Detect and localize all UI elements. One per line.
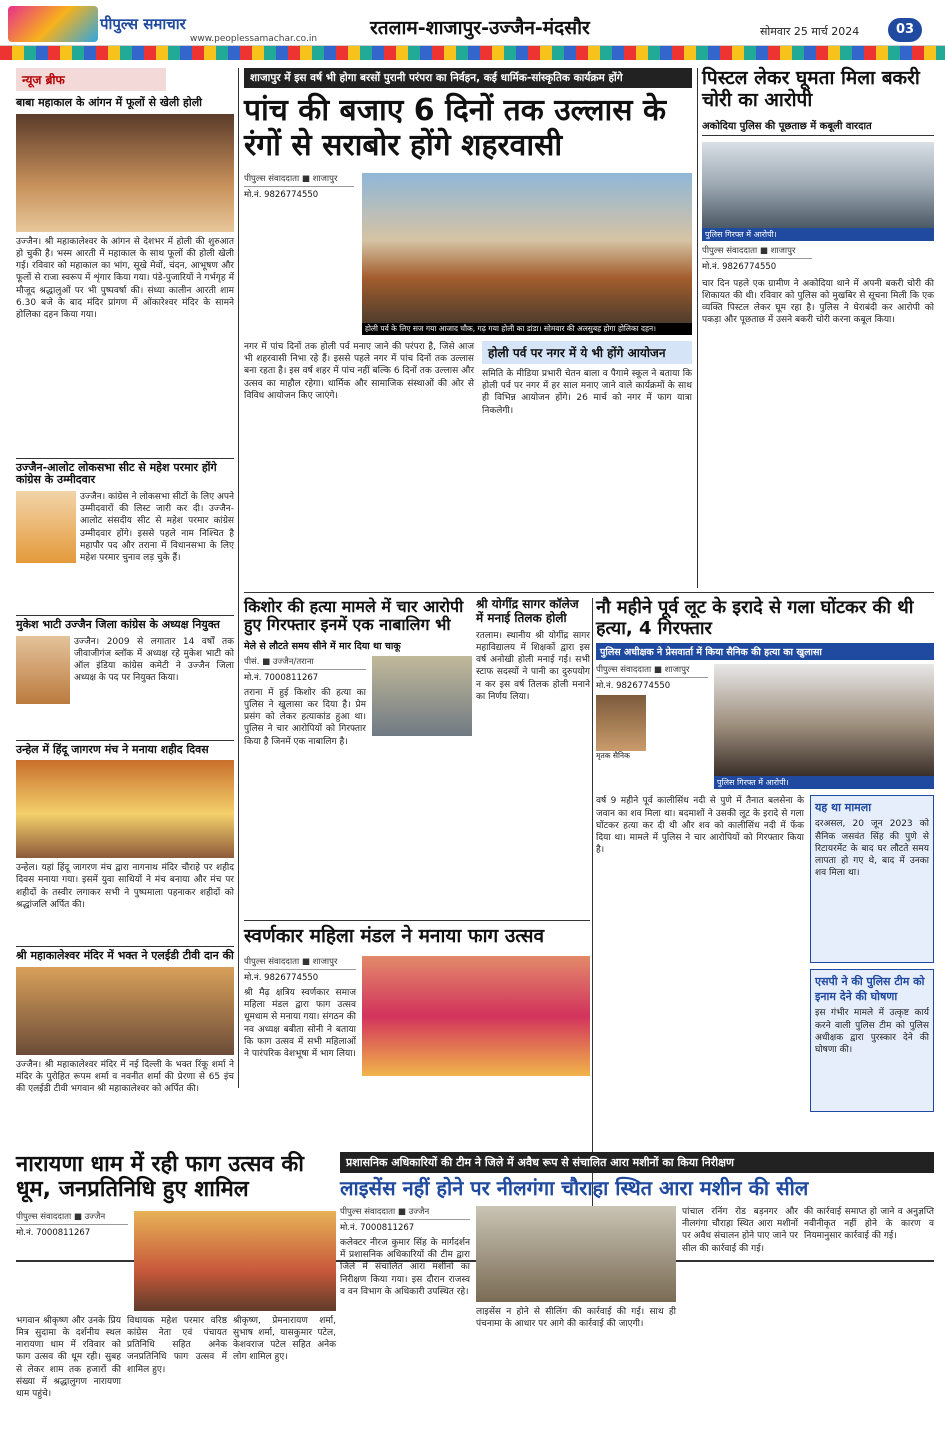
mugshot-caption: मृतक सैनिक [596,751,630,761]
pistol-headline: पिस्टल लेकर घूमता मिला बकरी चोरी का आरोपी [702,67,920,111]
aara-body: की कार्रवाई समाप्त हो जाने व अनुज्ञप्ति नवीनीकृत नहीं होने के कारण व नियमानुसार कार्रवाई की गई। [804,1207,934,1242]
issue-date: सोमवार 25 मार्च 2024 [760,25,860,38]
swarnkar-phone: मो.नं. 9826774550 [244,972,319,983]
photo-caption: पुलिस गिरफ्त में आरोपी। [714,776,934,789]
mahakal-holi-photo [16,114,234,232]
press-conference-photo [714,664,934,776]
lead-byline: पीपुल्स संवाददाता ■ शाजापुर [244,173,354,187]
sub-story-title: होली पर्व पर नगर में ये भी होंगे आयोजन [482,341,692,364]
column-divider [697,68,698,588]
festive-border [0,46,945,60]
kishor-body: तराना में हुई किशोर की हत्या का पुलिस ने खुलासा कर दिया है। प्रेम प्रसंग को लेकर हत्याकांड हुआ था। पुलिस ने चार आरोपियों को गिरफ्तार किया है जिनमें एक नाबालिग है। [244,687,366,747]
story-title: उज्जैन-आलोट लोकसभा सीट से महेश परमार होंगे कांग्रेस के उम्मीदवार [16,458,234,487]
pistol-byline: पीपुल्स संवाददाता ■ शाजापुर [702,245,812,259]
kishor-police-photo [372,656,472,736]
mukesh-bhati-photo [16,636,70,704]
pistol-body: चार दिन पहले एक ग्रामीण ने अकोदिया थाने में अपनी बकरी चोरी की शिकायत की थी। रविवार को पुलिस को मुखबिर से सूचना मिली कि एक व्यक्ति पिस्टल लेकर घूम रहा है। पुलिस ने घेराबंदी कर आरोपी को पकड़ा और पूछताछ में उसने बकरी चोरी करना कबूल किया। [702,278,934,326]
row-divider [244,592,934,593]
lead-body: नगर में पांच दिनों तक होली पर्व मनाए जाने की परंपरा है, जिसे आज भी शहरवासी निभा रहे हैं। इससे पहले नगर में पांच दिनों तक उल्लास बना रहता है। इस वर्ष शहर में पांच नहीं बल्कि 6 दिनों तक उल्लास और उत्सव का माहौल रहेगा। धार्मिक और सामाजिक संस्थाओं की ओर से विविध आयोजन किए जाएंगे। [244,342,474,401]
box-title: यह था मामला [815,801,872,815]
fag-utsav-photo [362,956,590,1076]
aara-byline: पीपुल्स संवाददाता ■ उज्जैन [340,1206,470,1220]
pistol-phone: मो.नं. 9826774550 [702,261,777,272]
aara-body: लाइसेंस न होने से सीलिंग की कार्रवाई की गई। साथ ही पंचनामा के आधार पर आगे की कार्रवाई की जाएगी। [476,1307,676,1330]
story-body: उज्जैन। कांग्रेस ने लोकसभा सीटों के लिए अपने उम्मीदवारों की लिस्ट जारी कर दी। उज्जैन-आलोट संसदीय सीट से महेश परमार कांग्रेस उम्मीदवार होंगे। इससे पहले नाम निश्चित है महापौर पद और तराना में विधानसभा के लिए महेश परमार चुनाव लड़ चुके हैं। [80,491,234,564]
soldier-mugshot [596,695,646,751]
swarnkar-byline: पीपुल्स संवाददाता ■ शाजापुर [244,956,356,970]
column-divider [238,68,239,1088]
narayan-body: भगवान श्रीकृष्ण और उनके प्रिय मित्र सुदामा के दर्शनीय स्थल नारायणा धाम में रविवार को फाग उत्सव की धूम रही। सुबह से लेकर शाम तक हजारों की संख्या में श्रद्धालुगण नारायणा धाम पहुंचे। [16,1315,121,1399]
narayan-body: श्रीकृष्ण, प्रेमनारायण शर्मा, सुभाष शर्मा, यासकुमार पटेल, केशवराज पटेल सहित अनेक लोग शामिल हुए। [233,1315,336,1363]
aara-body: कलेक्टर नीरज कुमार सिंह के मार्गदर्शन में प्रशासनिक अधिकारियों की टीम द्वारा जिले में संचालित आरा मशीनों का निरीक्षण किया गया। इस दौरान राजस्व व वन विभाग के अधिकारी उपस्थित रहे। [340,1238,470,1297]
photo-caption: पुलिस गिरफ्त में आरोपी। [702,228,934,241]
kishor-story [244,598,472,916]
ghontkar-body: वर्ष 9 महीने पूर्व कालीसिंध नदी से पुणे में तैनात बलसेना के जवान का शव मिला था। बदमाशों ने उसकी लूट के इरादे से गला घोंटकर हत्या कर दी थी और शव को कालीसिंध नदी में फेंक दिया था। मामले में पुलिस ने चार आरोपियों को गिरफ्तार किया है। [596,796,804,856]
aara-kicker: प्रशासनिक अधिकारियों की टीम ने जिले में अवैध रूप से संचालित आरा मशीनों का किया निरीक्षण [340,1152,934,1173]
narayan-byline: पीपुल्स संवाददाता ■ उज्जैन [16,1211,128,1225]
lead-headline: पांच की बजाए 6 दिनों तक उल्लास के रंगों से सराबोर होंगे शहरवासी [244,93,667,163]
aara-body: पांचाल रनिंग रोड बड़नगर और नीलगंगा चौराहा स्थित आरा मशीनों पर अवैध संचालन होने पाए जाने पर सील की कार्रवाई की गई। [682,1207,798,1254]
kishor-byline: पीसं. ■ उज्जैन/तराना [244,656,366,670]
story-body: उन्हेल। यहां हिंदू जागरण मंच द्वारा नागनाथ मंदिर चौराहे पर शहीद दिवस मनाया गया। इसमें युवा साथियों ने मंच बनाया और मंच पर शहीदों के तस्वीर लगाकर सभी ने पुष्पमाला पहनाकर शहीदों को श्रद्धांजलि अर्पित की। [16,863,234,910]
ghontkar-kicker: पुलिस अधीक्षक ने प्रेसवार्ता में किया सैनिक की हत्या का खुलासा [596,643,934,660]
shahid-diwas-photo [16,760,234,858]
left-column [16,68,234,1095]
box-body: इस गंभीर मामले में उत्कृष्ट कार्य करने वाली पुलिस टीम को पुलिस अधीक्षक द्वारा पुरस्कार देने की घोषणा की। [815,1008,929,1056]
edition-title: रतलाम-शाजापुर-उज्जैन-मंदसौर [370,17,590,39]
box-body: दरअसल, 20 जून 2023 को सैनिक जसवंत सिंह की पुणे से रिटायरमेंट के बाद घर लौटते समय लापता हो गए थे, बाद में उनका शव मिला था। [815,819,929,879]
mahesh-parmar-photo [16,491,76,563]
yogindra-headline: श्री योगींद्र सागर कॉलेज में मनाई तिलक होली [476,597,579,625]
led-donation-photo [16,967,234,1055]
newspaper-logo [8,6,98,42]
ghontkar-phone: मो.नं. 9826774550 [596,681,671,692]
lead-phone: मो.नं. 9826774550 [244,190,319,200]
story-title: मुकेश भाटी उज्जैन जिला कांग्रेस के अध्यक्ष नियुक्त [16,615,234,632]
narayan-body: विधायक महेश परमार वरिष्ठ कांग्रेस नेता एवं पंचायत प्रतिनिधि सहित अनेक जनप्रतिनिधि फाग उत्सव में शामिल हुए। [127,1315,227,1375]
aara-story [340,1152,934,1442]
ghontkar-headline: नौ महीने पूर्व लूट के इरादे से गला घोंटकर की थी हत्या, 4 गिरफ्तार [596,597,914,639]
saw-mill-photo [476,1206,676,1302]
accused-photo [702,142,934,228]
pistol-story [702,68,934,588]
pistol-kicker: अकोदिया पुलिस की पूछताछ में कबूली वारदात [702,118,934,136]
brand-name: पीपुल्स समाचार [100,15,186,33]
swarnkar-headline: स्वर्णकार महिला मंडल ने मनाया फाग उत्सव [244,925,545,947]
swarnkar-body: श्री मैढ़ क्षत्रिय स्वर्णकार समाज महिला मंडल द्वारा फाग उत्सव धूमधाम से मनाया गया। संगठन की नव अध्यक्ष बबीता सोनी ने बताया कि फाग उत्सव में सभी महिलाओं ने पारंपरिक वेशभूषा में भाग लिया। [244,987,356,1060]
photo-caption: होली पर्व के लिए सज गया आजाद चौक, गढ़ गया होली का डांडा। सोमवार की अलसुबह होगा होलिका दहन। [362,323,692,335]
aara-phone: मो.नं. 7000811267 [340,1223,415,1233]
lead-story [244,68,692,588]
narayan-story [16,1152,336,1442]
narayan-phone: मो.नं. 7000811267 [16,1227,91,1238]
site-url[interactable]: www.peoplessamachar.co.in [190,34,318,44]
news-brief-label: न्यूज ब्रीफ [16,68,166,91]
story-body: उज्जैन। श्री महाकालेश्वर मंदिर में नई दिल्ली के भक्त रिंकू शर्मा ने मंदिर के पुरोहित रूपम शर्मा व नवनीत शर्मा की प्रेरणा से 65 इंच की एलईडी टीवी भगवान श्री महाकालेश्वर को अर्पित की। [16,1059,234,1095]
story-body: उज्जैन। श्री महाकालेश्वर के आंगन से देशभर में होली की शुरुआत हो चुकी है। भस्म आरती में महाकाल के साथ फूलों की होली खेली गई। रविवार को महाकाल का भांग, सूखे मेवों, चंदन, आभूषण और फूलों से राजा स्वरूप में शृंगार किया गया। पंडे-पुजारियों ने गर्भगृह में मौजूद श्रद्धालुओं पर भी पुष्पवर्षा की। संध्या कालीन आरती शाम 6.30 बजे के बाद मंदिर प्रांगण में ओंकारेश्वर मंदिर के सामने होलिका दहन किया गया। [16,236,234,321]
yogindra-story [476,598,590,916]
page-number: 03 [888,18,922,42]
masthead [0,0,945,60]
lead-kicker: शाजापुर में इस वर्ष भी होगा बरसों पुरानी परंपरा का निर्वहन, कई धार्मिक-सांस्कृतिक कार्यक्रम होंगे [244,68,692,88]
azad-chowk-photo [362,173,692,323]
story-title: उन्हेल में हिंदू जागरण मंच ने मनाया शहीद दिवस [16,740,234,757]
box-title: एसपी ने की पुलिस टीम को इनाम देने की घोषणा [815,975,925,1004]
story-title: श्री महाकालेश्वर मंदिर में भक्त ने एलईडी टीवी दान की [16,946,234,963]
story-body: उज्जैन। 2009 से लगातार 14 वर्षों तक जीवाजीगंज ब्लॉक में अध्यक्ष रहे मुकेश भाटी को ऑल इंडिया कांग्रेस कमेटी ने उज्जैन जिला अध्यक्ष के पद पर नियुक्त किया। [74,636,234,684]
story-title: बाबा महाकाल के आंगन में फूलों से खेली होली [16,96,203,109]
kishor-kicker: मेले से लौटते समय सीने में मार दिया था चाकू [244,640,401,652]
narayan-dham-photo [134,1211,336,1311]
aara-headline: लाइसेंस नहीं होने पर नीलगंगा चौराहा स्थित आरा मशीन की सील [340,1176,809,1200]
ghontkar-byline: पीपुल्स संवाददाता ■ शाजापुर [596,664,708,678]
kishor-headline: किशोर की हत्या मामले में चार आरोपी हुए गिरफ्तार इनमें एक नाबालिग भी [244,597,464,635]
yogindra-body: रतलाम। स्थानीय श्री योगींद्र सागर महाविद्यालय में शिक्षकों द्वारा इस वर्ष अनोखी होली मनाई गई। सभी स्टाफ सदस्यों ने पानी का दुरुपयोग न कर इस वर्ष तिलक होली मनाने का निर्णय लिया। [476,630,590,702]
sub-story-body: समिति के मीडिया प्रभारी चेतन बाला व पैगामे स्कूल ने बताया कि होली पर्व पर नगर में हर साल मनाए जाने वाले कार्यक्रमों के साथ ही विभिन्न आयोजन होंगे। 26 मार्च को नगर में फाग यात्रा निकलेगी। [482,369,692,416]
row-divider [244,920,590,921]
kishor-phone: मो.नं. 7000811267 [244,672,319,683]
narayan-headline: नारायणा धाम में रही फाग उत्सव की धूम, जनप्रतिनिधि हुए शामिल [16,1152,336,1203]
